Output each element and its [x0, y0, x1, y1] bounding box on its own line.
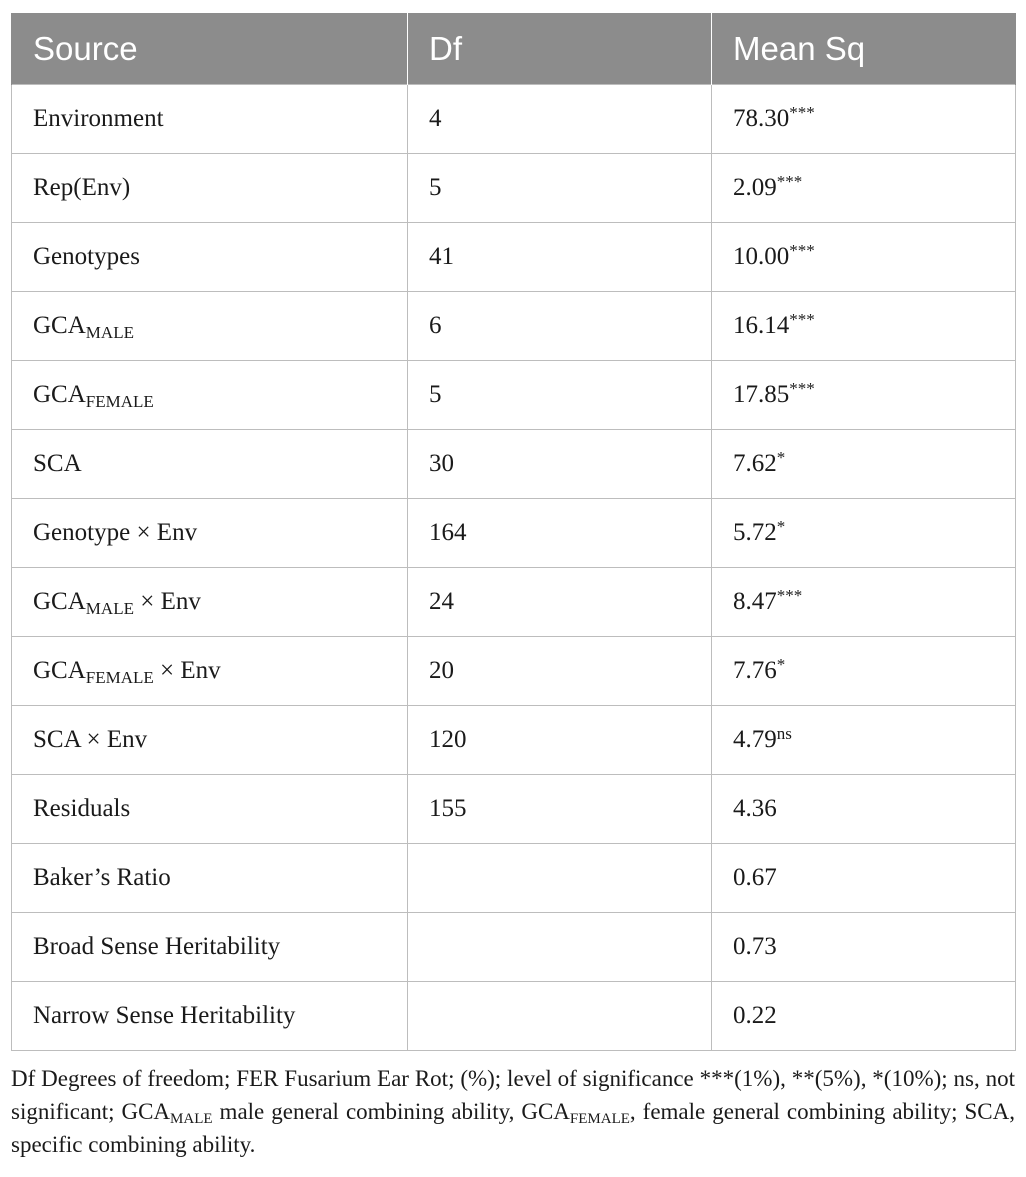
mean-sq-value: 8.47	[733, 588, 777, 615]
table-footnote	[11, 1062, 1015, 1161]
cell-df: 24	[408, 568, 712, 637]
cell-mean-sq	[712, 292, 1016, 361]
cell-df	[408, 913, 712, 982]
cell-df: 6	[408, 292, 712, 361]
cell-df: 4	[408, 85, 712, 154]
table-row	[12, 292, 1016, 361]
source-label: SCA	[33, 450, 82, 477]
table-row	[12, 85, 1016, 154]
source-subscript: MALE	[85, 323, 134, 342]
footnote-sub-male: MALE	[170, 1111, 213, 1127]
cell-mean-sq	[712, 568, 1016, 637]
cell-mean-sq	[712, 637, 1016, 706]
source-label: SCA × Env	[33, 726, 148, 753]
cell-source	[12, 85, 408, 154]
significance-marker: ***	[776, 586, 803, 605]
cell-mean-sq	[712, 844, 1016, 913]
source-label: Rep(Env)	[33, 174, 131, 201]
table-row	[12, 844, 1016, 913]
cell-mean-sq	[712, 706, 1016, 775]
cell-mean-sq	[712, 85, 1016, 154]
cell-mean-sq	[712, 913, 1016, 982]
cell-source	[12, 223, 408, 292]
header-source: Source	[12, 13, 408, 85]
source-label: Residuals	[33, 795, 131, 822]
source-label: GCA	[33, 657, 86, 684]
cell-source	[12, 154, 408, 223]
cell-source	[12, 499, 408, 568]
significance-marker: *	[776, 448, 786, 467]
table-row	[12, 637, 1016, 706]
table-row	[12, 775, 1016, 844]
source-subscript: FEMALE	[85, 668, 154, 687]
cell-df: 164	[408, 499, 712, 568]
source-label: Genotype × Env	[33, 519, 198, 546]
cell-mean-sq	[712, 154, 1016, 223]
cell-source	[12, 775, 408, 844]
mean-sq-value: 5.72	[733, 519, 777, 546]
table-header-row	[12, 13, 1016, 85]
mean-sq-value: 4.36	[733, 795, 777, 822]
significance-marker: *	[776, 517, 786, 536]
footnote-text-3: , female general combining ability; SCA, specific combining ability.	[11, 1099, 1015, 1157]
table-row	[12, 361, 1016, 430]
cell-df: 41	[408, 223, 712, 292]
header-mean-sq: Mean Sq	[712, 13, 1016, 85]
header-df: Df	[408, 13, 712, 85]
cell-source	[12, 430, 408, 499]
cell-source	[12, 982, 408, 1051]
source-label: GCA	[33, 588, 86, 615]
cell-df: 20	[408, 637, 712, 706]
cell-df	[408, 844, 712, 913]
cell-source	[12, 568, 408, 637]
significance-marker: *	[776, 655, 786, 674]
significance-marker: ns	[776, 724, 792, 743]
footnote-text-1: Df Degrees of freedom; FER Fusarium Ear Rot; (%); level of significance ***(1%), **(5%), *(10%); ns, not significant; GCA	[11, 1066, 1015, 1124]
footnote-text-2: male general combining ability, GCA	[212, 1099, 570, 1124]
cell-source	[12, 292, 408, 361]
source-suffix: × Env	[133, 588, 201, 615]
significance-marker: ***	[789, 310, 815, 329]
anova-table-container	[11, 13, 1015, 1051]
source-subscript: MALE	[85, 599, 134, 618]
table-row	[12, 499, 1016, 568]
mean-sq-value: 0.67	[733, 864, 777, 891]
table-row	[12, 430, 1016, 499]
footnote-sub-female: FEMALE	[569, 1111, 630, 1127]
mean-sq-value: 78.30	[733, 105, 790, 132]
source-label: Genotypes	[33, 243, 140, 270]
mean-sq-value: 0.22	[733, 1002, 777, 1029]
significance-marker: ***	[776, 172, 803, 191]
mean-sq-value: 7.62	[733, 450, 777, 477]
significance-marker: ***	[789, 379, 815, 398]
source-label: GCA	[33, 381, 86, 408]
cell-df	[408, 982, 712, 1051]
mean-sq-value: 0.73	[733, 933, 777, 960]
cell-source	[12, 361, 408, 430]
mean-sq-value: 16.14	[733, 312, 790, 339]
cell-mean-sq	[712, 430, 1016, 499]
significance-marker: ***	[789, 103, 815, 122]
source-label: GCA	[33, 312, 86, 339]
source-label: Environment	[33, 105, 164, 132]
cell-source	[12, 706, 408, 775]
significance-marker: ***	[789, 241, 815, 260]
source-label: Baker’s Ratio	[33, 864, 171, 891]
anova-table	[11, 13, 1016, 1051]
mean-sq-value: 7.76	[733, 657, 777, 684]
mean-sq-value: 10.00	[733, 243, 790, 270]
cell-source	[12, 913, 408, 982]
cell-mean-sq	[712, 775, 1016, 844]
cell-mean-sq	[712, 499, 1016, 568]
table-body	[12, 85, 1016, 1051]
table-row	[12, 913, 1016, 982]
source-label: Narrow Sense Heritability	[33, 1002, 296, 1029]
cell-source	[12, 637, 408, 706]
source-subscript: FEMALE	[85, 392, 154, 411]
source-label: Broad Sense Heritability	[33, 933, 281, 960]
table-row	[12, 568, 1016, 637]
cell-mean-sq	[712, 361, 1016, 430]
mean-sq-value: 4.79	[733, 726, 777, 753]
cell-df: 5	[408, 361, 712, 430]
mean-sq-value: 2.09	[733, 174, 777, 201]
cell-df: 5	[408, 154, 712, 223]
cell-source	[12, 844, 408, 913]
cell-mean-sq	[712, 982, 1016, 1051]
table-row	[12, 982, 1016, 1051]
source-suffix: × Env	[153, 657, 221, 684]
table-row	[12, 223, 1016, 292]
cell-df: 120	[408, 706, 712, 775]
cell-mean-sq	[712, 223, 1016, 292]
table-row	[12, 706, 1016, 775]
cell-df: 155	[408, 775, 712, 844]
table-row	[12, 154, 1016, 223]
cell-df: 30	[408, 430, 712, 499]
mean-sq-value: 17.85	[733, 381, 790, 408]
